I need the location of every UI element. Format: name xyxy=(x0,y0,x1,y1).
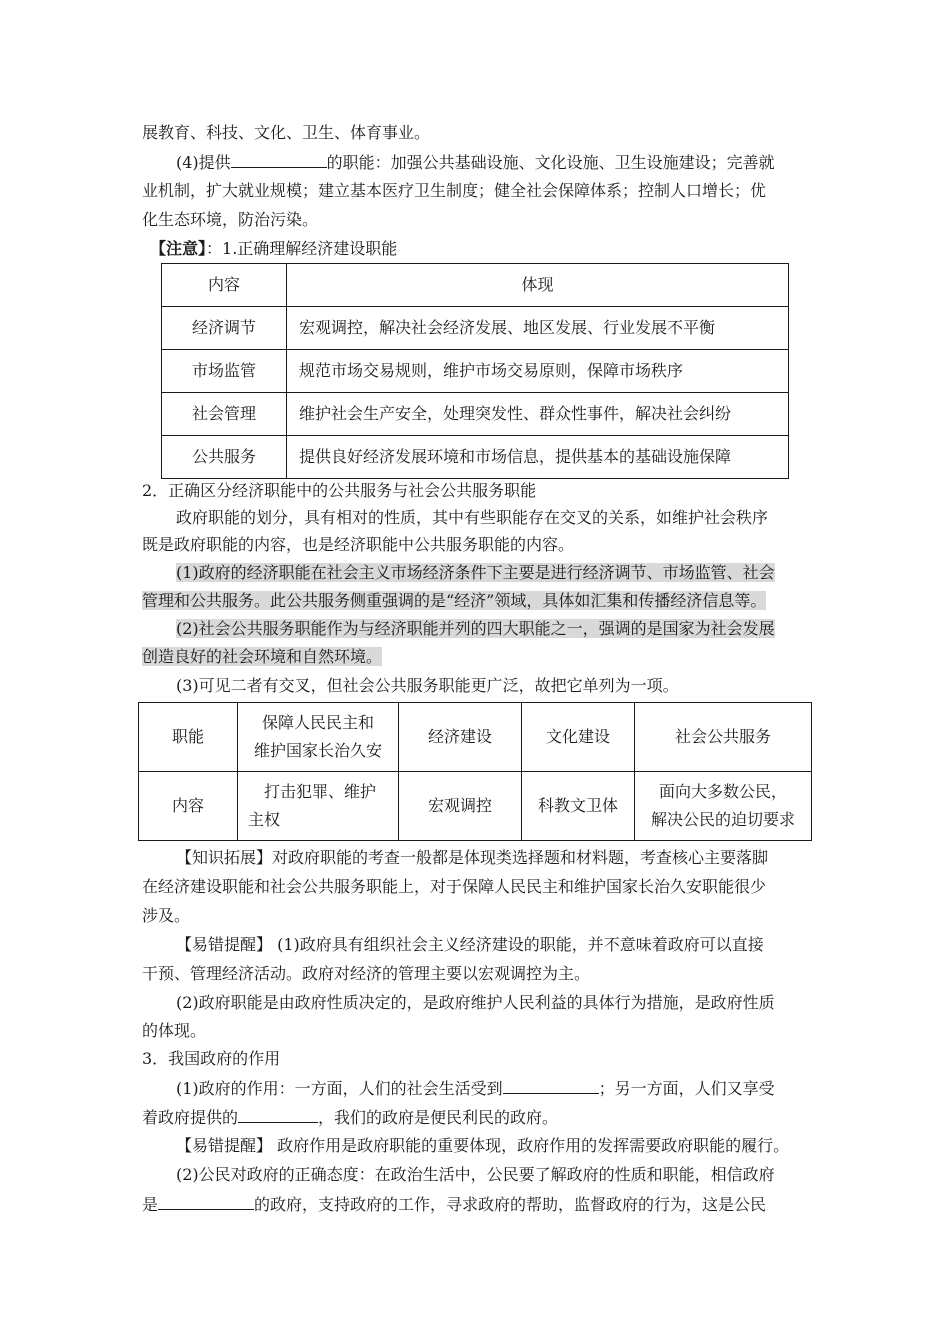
table-cell: 宏观调控 xyxy=(399,772,522,841)
table-cell: 内容 xyxy=(139,772,238,841)
paragraph-line: 【易错提醒】 政府作用是政府职能的重要体现，政府作用的发挥需要政府职能的履行。 xyxy=(176,1136,790,1155)
government-functions-table xyxy=(138,702,812,841)
table-cell: 职能 xyxy=(139,703,238,772)
table-cell: 保障人民民主和 维护国家长治久安 xyxy=(238,703,399,772)
table-cell: 规范市场交易规则，维护市场交易原则，保障市场秩序 xyxy=(287,350,789,393)
table-cell: 提供良好经济发展环境和市场信息，提供基本的基础设施保障 xyxy=(287,436,789,479)
table-header-row xyxy=(162,264,789,307)
paragraph-line: 化生态环境，防治污染。 xyxy=(142,210,319,229)
table-header-cell: 体现 xyxy=(287,264,789,307)
highlighted-line: (1)政府的经济职能在社会主义市场经济条件下主要是进行经济调节、市场监管、社会 xyxy=(176,563,775,582)
paragraph-line: 既是政府职能的内容，也是经济职能中公共服务职能的内容。 xyxy=(142,535,575,554)
paragraph-line: 的体现。 xyxy=(142,1021,207,1040)
table-row xyxy=(162,436,789,479)
table-cell: 打击犯罪、维护 主权 xyxy=(238,772,399,841)
paragraph-line: 是 的政府，支持政府的工作，寻求政府的帮助，监督政府的行为，这是公民 xyxy=(142,1195,767,1214)
highlighted-line: 创造良好的社会环境和自然环境。 xyxy=(142,647,383,666)
paragraph-line: 【易错提醒】 (1)政府具有组织社会主义经济建设的职能，并不意味着政府可以直接 xyxy=(176,935,764,954)
table-row xyxy=(139,772,812,841)
table-cell: 市场监管 xyxy=(162,350,287,393)
table-cell: 公共服务 xyxy=(162,436,287,479)
paragraph-line: 着政府提供的 ，我们的政府是便民利民的政府。 xyxy=(142,1108,559,1127)
paragraph-line: (3)可见二者有交叉，但社会公共服务职能更广泛，故把它单列为一项。 xyxy=(176,676,679,695)
fill-blank xyxy=(158,1194,254,1210)
table-row xyxy=(162,350,789,393)
table-cell: 宏观调控，解决社会经济发展、地区发展、行业发展不平衡 xyxy=(287,307,789,350)
table-header-cell: 内容 xyxy=(162,264,287,307)
section-heading: 2．正确区分经济职能中的公共服务与社会公共服务职能 xyxy=(142,481,537,500)
highlighted-line: (2)社会公共服务职能作为与经济职能并列的四大职能之一，强调的是国家为社会发展 xyxy=(176,619,775,638)
table-cell: 社会管理 xyxy=(162,393,287,436)
paragraph-line: 展教育、科技、文化、卫生、体育事业。 xyxy=(142,123,431,142)
paragraph-line: 政府职能的划分，具有相对的性质，其中有些职能存在交叉的关系，如维护社会秩序 xyxy=(176,508,769,527)
table-row xyxy=(162,393,789,436)
paragraph-line: 干预、管理经济活动。政府对经济的管理主要以宏观调控为主。 xyxy=(142,964,591,983)
highlighted-line: 管理和公共服务。此公共服务侧重强调的是“经济”领域，具体如汇集和传播经济信息等。 xyxy=(142,591,767,610)
fill-blank xyxy=(503,1078,599,1094)
table-cell: 维护社会生产安全，处理突发性、群众性事件，解决社会纠纷 xyxy=(287,393,789,436)
paragraph-line: 在经济建设职能和社会公共服务职能上，对于保障人民民主和维护国家长治久安职能很少 xyxy=(142,877,767,896)
table-row xyxy=(162,307,789,350)
paragraph-line: 涉及。 xyxy=(142,906,191,925)
table-cell: 文化建设 xyxy=(522,703,635,772)
paragraph-line: 业机制，扩大就业规模；建立基本医疗卫生制度；健全社会保障体系；控制人口增长；优 xyxy=(142,181,767,200)
table-cell: 面向大多数公民， 解决公民的迫切要求 xyxy=(635,772,812,841)
table-row xyxy=(139,703,812,772)
paragraph-line: (2)政府职能是由政府性质决定的，是政府维护人民利益的具体行为措施，是政府性质 xyxy=(176,993,775,1012)
economic-functions-table xyxy=(161,263,789,479)
note-heading: 【注意】：1.正确理解经济建设职能 xyxy=(150,239,398,258)
table-cell: 经济调节 xyxy=(162,307,287,350)
table-cell: 科教文卫体 xyxy=(522,772,635,841)
table-cell: 经济建设 xyxy=(399,703,522,772)
section-heading: 3．我国政府的作用 xyxy=(142,1049,281,1068)
fill-blank xyxy=(238,1107,318,1123)
paragraph-line: 【知识拓展】对政府职能的考查一般都是体现类选择题和材料题，考查核心主要落脚 xyxy=(176,848,769,867)
paragraph-line: (1)政府的作用：一方面，人们的社会生活受到 ；另一方面，人们又享受 xyxy=(176,1079,775,1098)
paragraph-line: (4)提供 的职能：加强公共基础设施、文化设施、卫生设施建设；完善就 xyxy=(176,153,775,172)
fill-blank xyxy=(231,152,327,168)
paragraph-line: (2)公民对政府的正确态度：在政治生活中，公民要了解政府的性质和职能，相信政府 xyxy=(176,1165,775,1184)
table-cell: 社会公共服务 xyxy=(635,703,812,772)
